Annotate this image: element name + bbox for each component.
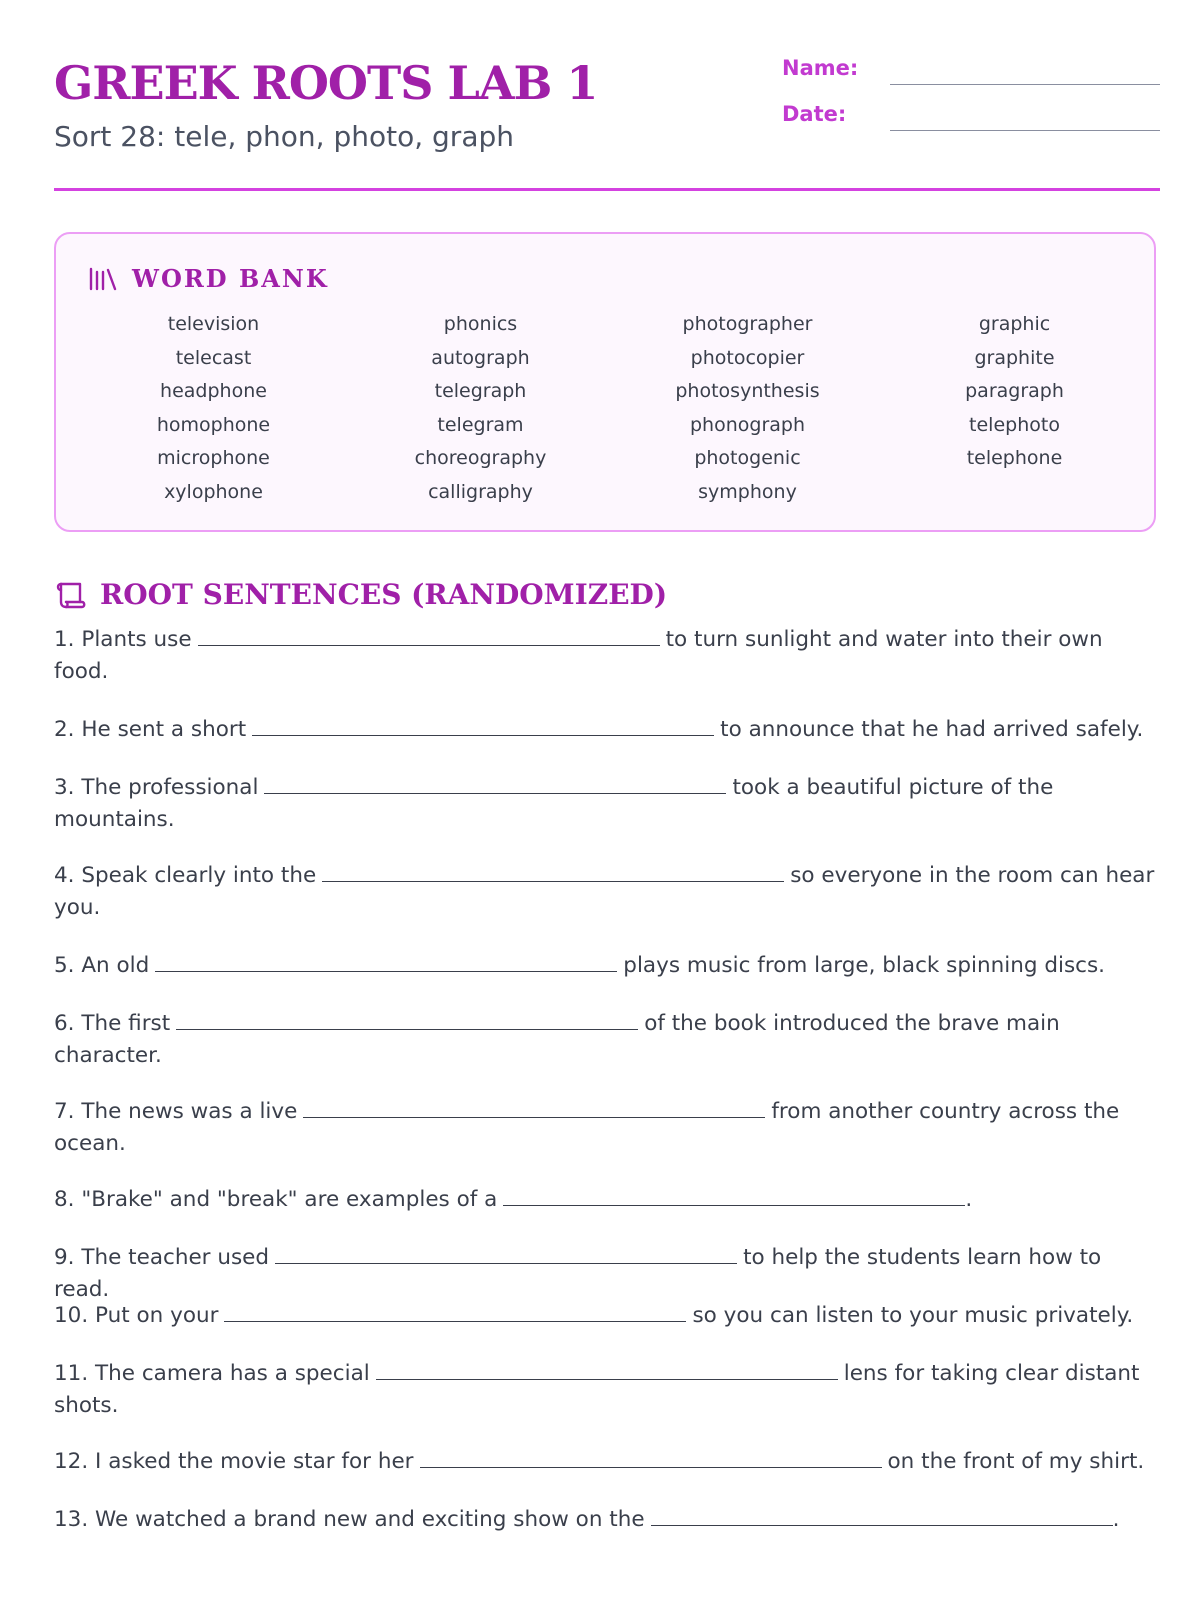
sentence-5 xyxy=(54,950,1160,982)
sentences-header xyxy=(54,578,667,611)
scroll-icon xyxy=(54,580,86,610)
sentence-text-before: 3. The professional xyxy=(54,775,259,800)
answer-blank[interactable] xyxy=(155,953,617,972)
answer-blank[interactable] xyxy=(376,1361,838,1380)
worksheet-header xyxy=(54,0,1160,192)
worksheet-page xyxy=(54,0,1160,1532)
word-bank-word: telephoto xyxy=(969,413,1060,436)
word-bank-header xyxy=(88,264,329,293)
sentence-text-after: from another country across the ocean. xyxy=(54,1099,1120,1156)
sentence-text-after: on the front of my shirt. xyxy=(887,1449,1145,1474)
sentence-4 xyxy=(54,860,1160,924)
word-bank-word: xylophone xyxy=(164,480,263,503)
sentence-text-before: 13. We watched a brand new and exciting show on the xyxy=(54,1507,645,1532)
answer-blank[interactable] xyxy=(198,627,660,646)
sentence-text-after: lens for taking clear distant shots. xyxy=(54,1361,1140,1418)
page-title: GREEK ROOTS LAB 1 xyxy=(54,56,598,110)
sentence-2 xyxy=(54,714,1160,746)
sentence-9 xyxy=(54,1242,1160,1306)
sentence-text-before: 12. I asked the movie star for her xyxy=(54,1449,414,1474)
date-field[interactable] xyxy=(782,102,1160,132)
sentences-title: ROOT SENTENCES (RANDOMIZED) xyxy=(100,578,668,611)
sentence-text-after: . xyxy=(965,1187,973,1212)
sentence-text-after: to announce that he had arrived safely. xyxy=(720,717,1144,742)
sentence-text-before: 1. Plants use xyxy=(54,627,192,652)
sentence-text-before: 8. "Brake" and "break" are examples of a xyxy=(54,1187,498,1212)
answer-blank[interactable] xyxy=(420,1449,882,1468)
word-bank-word: telecast xyxy=(175,346,252,369)
date-line[interactable] xyxy=(890,130,1160,131)
answer-blank[interactable] xyxy=(322,863,784,882)
sentence-text-after: plays music from large, black spinning discs. xyxy=(623,953,1106,978)
word-bank-word: graphite xyxy=(974,346,1055,369)
word-bank-word: television xyxy=(167,313,260,335)
sentence-1 xyxy=(54,624,1160,688)
header-divider xyxy=(54,188,1160,191)
page-subtitle: Sort 28: tele, phon, photo, graph xyxy=(54,120,514,153)
sentence-text-before: 11. The camera has a special xyxy=(54,1361,370,1386)
name-label: Name: xyxy=(782,56,859,80)
sentence-text-after: of the book introduced the brave main character. xyxy=(54,1011,1060,1068)
sentence-12 xyxy=(54,1446,1160,1478)
word-bank-word: homophone xyxy=(156,413,271,436)
word-bank-word: autograph xyxy=(431,346,530,369)
name-field[interactable] xyxy=(782,56,1160,86)
sentence-text-before: 9. The teacher used xyxy=(54,1245,270,1270)
answer-blank[interactable] xyxy=(303,1099,765,1118)
word-bank-word: photogenic xyxy=(694,447,801,469)
word-bank-word: telephone xyxy=(966,447,1063,469)
date-label: Date: xyxy=(782,102,847,126)
sentence-text-after: to help the students learn how to read. xyxy=(54,1245,1102,1302)
word-bank-word: photosynthesis xyxy=(675,380,820,402)
answer-blank[interactable] xyxy=(252,717,714,736)
word-bank-column xyxy=(347,308,614,509)
answer-blank[interactable] xyxy=(651,1507,1113,1526)
word-bank-word: calligraphy xyxy=(428,480,533,503)
sentence-7 xyxy=(54,1096,1160,1160)
word-bank-word: telegram xyxy=(437,413,524,436)
answer-blank[interactable] xyxy=(264,775,726,794)
word-bank-title: WORD BANK xyxy=(132,264,329,293)
sentence-text-before: 5. An old xyxy=(54,953,150,978)
books-icon xyxy=(88,266,118,292)
word-bank-word: phonograph xyxy=(689,413,805,436)
sentence-8 xyxy=(54,1184,1160,1216)
sentence-text-before: 2. He sent a short xyxy=(54,717,247,742)
word-bank-word: phonics xyxy=(443,313,518,335)
word-bank-word: microphone xyxy=(157,447,270,469)
sentence-text-after: . xyxy=(1112,1507,1120,1532)
answer-blank[interactable] xyxy=(224,1303,686,1322)
sentence-text-after: so you can listen to your music privately. xyxy=(692,1303,1134,1328)
word-bank xyxy=(54,232,1156,532)
sentence-text-before: 7. The news was a live xyxy=(54,1099,298,1124)
word-bank-column xyxy=(80,308,347,509)
name-line[interactable] xyxy=(890,84,1160,85)
word-bank-grid xyxy=(80,308,1148,509)
sentence-3 xyxy=(54,772,1160,836)
word-bank-word: photocopier xyxy=(690,346,805,369)
word-bank-word: headphone xyxy=(160,380,267,402)
answer-blank[interactable] xyxy=(503,1187,965,1206)
word-bank-column xyxy=(614,308,881,509)
answer-blank[interactable] xyxy=(176,1011,638,1030)
sentence-text-before: 4. Speak clearly into the xyxy=(54,863,317,888)
sentence-text-before: 10. Put on your xyxy=(54,1303,219,1328)
answer-blank[interactable] xyxy=(275,1245,737,1264)
sentence-text-after: so everyone in the room can hear you. xyxy=(54,863,1155,920)
word-bank-word: photographer xyxy=(682,313,813,335)
word-bank-word: choreography xyxy=(414,447,547,469)
word-bank-column xyxy=(881,308,1148,509)
sentence-10 xyxy=(54,1300,1160,1332)
word-bank-word: graphic xyxy=(978,313,1051,335)
sentence-text-after: to turn sunlight and water into their own food. xyxy=(54,627,1103,684)
word-bank-word: symphony xyxy=(698,480,797,503)
sentence-6 xyxy=(54,1008,1160,1072)
sentence-text-after: took a beautiful picture of the mountains. xyxy=(54,775,1054,832)
sentence-11 xyxy=(54,1358,1160,1422)
sentence-text-before: 6. The first xyxy=(54,1011,171,1036)
word-bank-word: paragraph xyxy=(965,380,1064,402)
sentence-13 xyxy=(54,1504,1160,1536)
word-bank-word: telegraph xyxy=(434,380,527,402)
